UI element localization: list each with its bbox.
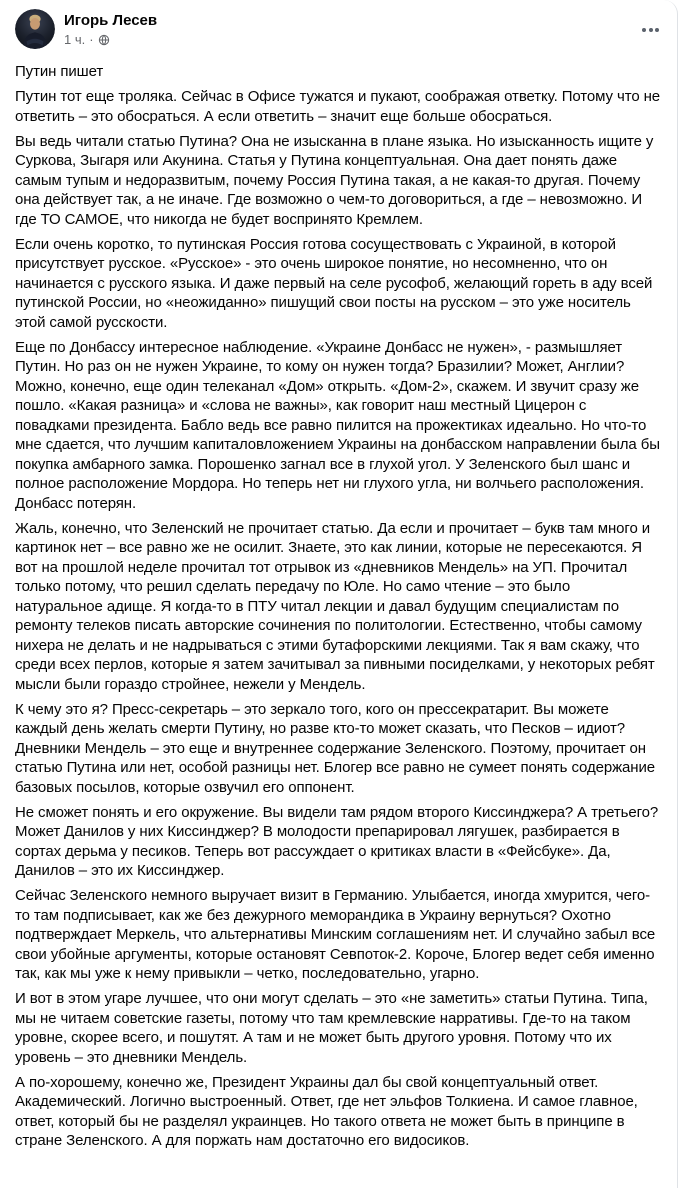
avatar-photo: [15, 9, 55, 49]
ellipsis-icon: [642, 28, 659, 32]
more-options-button[interactable]: [640, 22, 661, 38]
post-paragraph: И вот в этом угаре лучшее, что они могут сделать – это «не заметить» статьи Путина. Типа, мы не читаем советские газеты, потому что там кремлевские нарративы. Где-то на таком уровне, скорее всего, и пошутят. А там и не может быть другого уровня. Потому что их уровень – это дневники Мендель.: [15, 990, 648, 1066]
post-header: [0, 0, 677, 49]
post-paragraph: А по-хорошему, конечно же, Президент Украины дал бы свой концептуальный ответ. Академический. Логично выстроенный. Ответ, где нет эльфов Толкиена. И самое главное, ответ, который бы не разделял украинцев. Но такого ответа не может быть в принципе в стране Зеленского. А для поржать нам достаточно его видосиков.: [15, 1073, 638, 1149]
post-paragraph: Жаль, конечно, что Зеленский не прочитает статью. Да если и прочитает – букв там много и картинок нет – все равно же не осилит. Знаете, это как линии, которые не пересекаются. Я вот на прошлой неделе прочитал тот отрывок из «дневников Мендель» на УП. Прочитал только потому, что решил сделать передачу по Юле. Но само чтение – это было натуральное адище. Я когда-то в ПТУ читал лекции и давал будущим специалистам по ремонту телеков писать авторские сочинения по политологии. Естественно, чтобы самому нихера не делать и не надрываться с этими бутафорскими лекциями. Так я вам скажу, что среди всех перлов, которые я затем зачитывал за пивными посиделками, у некоторых ребят мысли были гораздо стройнее, нежели у Мендель.: [15, 519, 655, 693]
post-paragraph: Путин тот еще троляка. Сейчас в Офисе тужатся и пукают, соображая ответку. Потому что не ответить – это обосраться. А если ответить – значит еще больше обосраться.: [15, 88, 661, 125]
post-paragraph: Не сможет понять и его окружение. Вы видели там рядом второго Киссинджера? А третьего? Может Данилов у них Киссинджер? В молодости препарировал лягушек, разбирается в сортах дерьма у песиков. Теперь вот рассуждает о критиках власти в «Фейсбуке». Да, Данилов – это их Киссинджер.: [15, 803, 659, 879]
post-body: [0, 49, 677, 1151]
post-paragraph: Если очень коротко, то путинская Россия готова сосуществовать с Украиной, в которой присутствует русское. «Русское» - это очень широкое понятие, но несомненно, что он начинается с русского языка. И даже первый на селе русофоб, желающий гореть в аду всей путинской России, но «неожиданно» пишущий свои посты на русском – это уже носитель этой самой русскости.: [15, 235, 653, 331]
author-avatar[interactable]: [15, 9, 55, 49]
meta-separator: ·: [89, 32, 94, 47]
timestamp[interactable]: 1 ч.: [64, 32, 86, 47]
globe-icon: [98, 34, 110, 46]
post-paragraph: К чему это я? Пресс-секретарь – это зеркало того, кого он прессекратарит. Вы можете каждый день желать смерти Путину, но разве кто-то может сказать, что Песков – идиот? Дневники Мендель – это еще и внутреннее содержание Зеленского. Поэтому, прочитает он статью Путина или нет, особой разницы нет. Блогер все равно не сумеет понять содержание базовых посылов, которые озвучил его оппонент.: [15, 700, 655, 796]
post-paragraph: Сейчас Зеленского немного выручает визит в Германию. Улыбается, иногда хмурится, чего-то там подписывает, как же без дежурного меморандика в Украину вернуться? Охотно подтверждает Меркель, что альтернативы Минским соглашениям нет. И случайно забыл все свои убойные аргументы, которые остановят Севпоток-2. Короче, Блогер ведет себя именно так, как мы уже к нему привыкли – четко, последовательно, угарно.: [15, 887, 656, 982]
post-meta: [64, 31, 157, 48]
author-name[interactable]: Игорь Лесев: [64, 12, 158, 29]
post-paragraph: Вы ведь читали статью Путина? Она не изысканна в плане языка. Но изысканность ищите у Суркова, Зыгаря или Акунина. Статья у Путина концептуальная. Она дает понять даже самым тупым и недоразвитым, почему Россия Путина такая, а не какая-то другая. Почему она действует так, а не иначе. Где возможно о чем-то договориться, а где – невозможно. И где ТО САМОЕ, что никогда не будет воспринято Кремлем.: [15, 132, 654, 228]
header-info: [64, 9, 157, 48]
post-paragraph: Еще по Донбассу интересное наблюдение. «Украине Донбасс не нужен», - размышляет Путин. Но раз он не нужен Украине, то кому он нужен тогда? Бразилии? Может, Англии? Можно, конечно, еще один телеканал «Дом» открыть. «Дом-2», скажем. И звучит сразу же пошло. «Какая разница» и «слова не важны», как говорит наш местный Цицерон с повадками президента. Бабло ведь все равно пилится на прожектиках идеально. Но что-то мне сдается, что лучшим капиталовложением Украины на донбасском направлении была бы покупка амбарного замка. Порошенко загнал все в глухой угол. У Зеленского был шанс и полное расположение Мордора. Но теперь нет ни глухого угла, ни волчьего расположения. Донбасс потерян.: [15, 338, 660, 512]
post-paragraph: Путин пишет: [15, 63, 104, 80]
